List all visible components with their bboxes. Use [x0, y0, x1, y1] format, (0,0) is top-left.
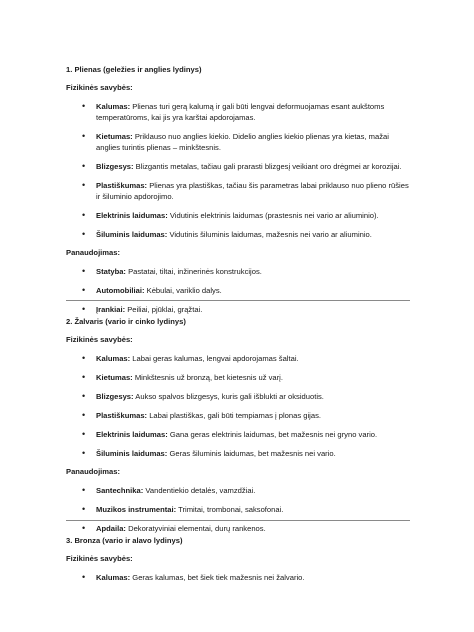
- properties-list: [66, 572, 410, 583]
- list-item: • Plastiškumas: Labai plastiškas, gali būti tempiamas į plonas gijas.: [66, 410, 410, 421]
- properties-heading: Fizikinės savybės:: [66, 83, 133, 92]
- section-zalvaris: [66, 316, 410, 534]
- section-title: 1. Plienas (geležies ir anglies lydinys): [66, 65, 202, 74]
- list-item: • Elektrinis laidumas: Gana geras elektrinis laidumas, bet mažesnis nei gryno vario.: [66, 429, 410, 440]
- list-item: • Kietumas: Minkštesnis už bronzą, bet kietesnis už varį.: [66, 372, 410, 383]
- properties-heading: Fizikinės savybės:: [66, 554, 133, 563]
- section-title: 3. Bronza (vario ir alavo lydinys): [66, 536, 183, 545]
- list-item: • Šiluminis laidumas: Vidutinis šiluminis laidumas, mažesnis nei vario ar aliuminio.: [66, 229, 410, 240]
- list-item: • Blizgesys: Blizgantis metalas, tačiau gali prarasti blizgesį veikiant oro drėgmei ar korozijai.: [66, 161, 410, 172]
- list-item: • Statyba: Pastatai, tiltai, inžinerinės konstrukcijos.: [66, 266, 410, 277]
- list-item: • Muzikos instrumentai: Trimitai, trombonai, saksofonai.: [66, 504, 410, 515]
- list-item: • Apdaila: Dekoratyviniai elementai, durų rankenos.: [66, 523, 410, 534]
- properties-heading: Fizikinės savybės:: [66, 335, 133, 344]
- section-divider: [66, 520, 410, 521]
- properties-list: [66, 101, 410, 240]
- list-item: • Automobiliai: Kėbulai, variklio dalys.: [66, 285, 410, 296]
- list-item: • Blizgesys: Aukso spalvos blizgesys, kuris gali išblukti ar oksiduotis.: [66, 391, 410, 402]
- list-item: • Plastiškumas: Plienas yra plastiškas, tačiau šis parametras labai priklauso nuo plieno rūšies ir šiluminio apdorojimo.: [66, 180, 410, 202]
- uses-heading: Panaudojimas:: [66, 248, 121, 257]
- section-plienas: [66, 64, 410, 315]
- list-item: • Santechnika: Vandentiekio detalės, vamzdžiai.: [66, 485, 410, 496]
- uses-heading: Panaudojimas:: [66, 467, 121, 476]
- properties-list: [66, 353, 410, 459]
- list-item: • Kalumas: Labai geras kalumas, lengvai apdorojamas šaltai.: [66, 353, 410, 364]
- uses-list: [66, 266, 410, 315]
- list-item: • Kalumas: Geras kalumas, bet šiek tiek mažesnis nei žalvario.: [66, 572, 410, 583]
- uses-list: [66, 485, 410, 534]
- section-bronza: [66, 535, 410, 583]
- list-item: • Įrankiai: Peiliai, pjūklai, grąžtai.: [66, 304, 410, 315]
- section-title: 2. Žalvaris (vario ir cinko lydinys): [66, 317, 186, 326]
- section-divider: [66, 300, 410, 301]
- list-item: • Šiluminis laidumas: Geras šiluminis laidumas, bet mažesnis nei vario.: [66, 448, 410, 459]
- list-item: • Elektrinis laidumas: Vidutinis elektrinis laidumas (prastesnis nei vario ar aliuminio).: [66, 210, 410, 221]
- list-item: • Kalumas: Plienas turi gerą kalumą ir gali būti lengvai deformuojamas esant aukštoms temperatūroms, kai jis yra karštai apdorojamas.: [66, 101, 410, 123]
- list-item: • Kietumas: Priklauso nuo anglies kiekio. Didelio anglies kiekio plienas yra kietas, mažai anglies turintis plienas – minkštesnis.: [66, 131, 410, 153]
